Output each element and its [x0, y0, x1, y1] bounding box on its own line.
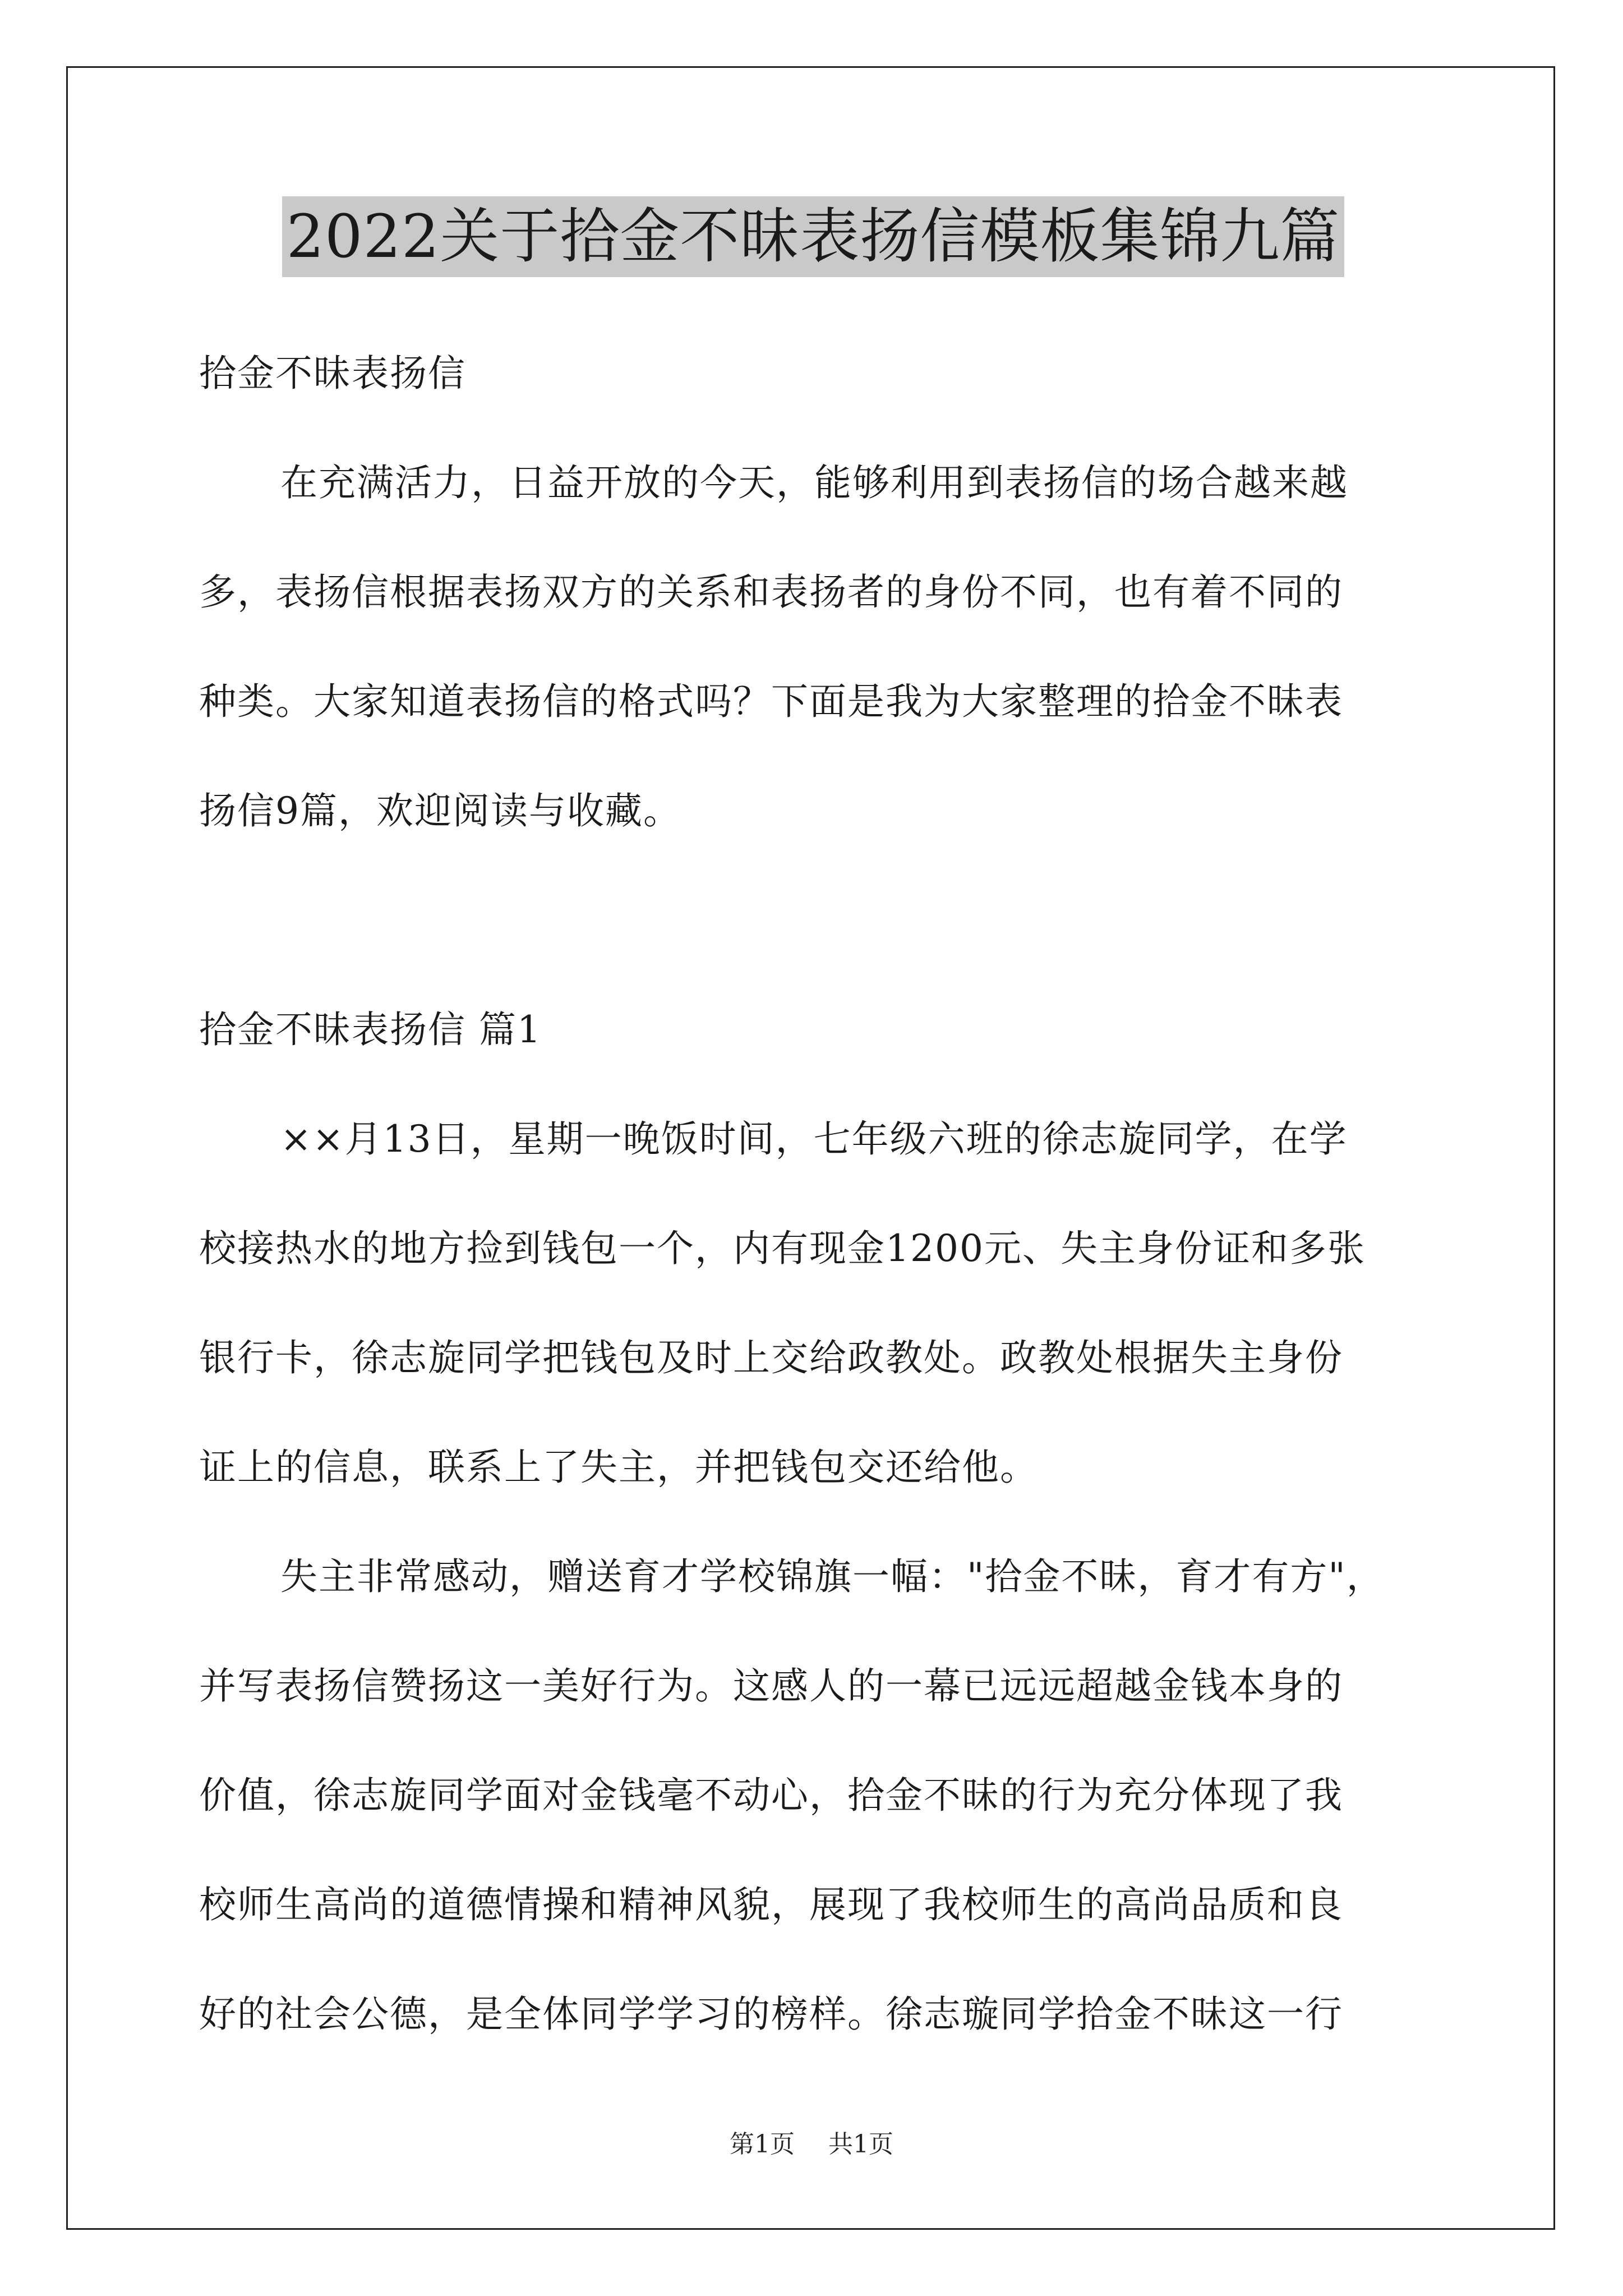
paragraph-line: ××月13日，星期一晚饭时间，七年级六班的徐志旋同学，在学	[280, 1117, 1348, 1161]
paragraph-line: 证上的信息，联系上了失主，并把钱包交还给他。	[199, 1446, 1038, 1489]
paragraph-line: 好的社会公德，是全体同学学习的榜样。徐志璇同学拾金不昧这一行	[199, 1993, 1343, 2036]
paragraph-line: 银行卡，徐志旋同学把钱包及时上交给政教处。政教处根据失主身份	[199, 1336, 1343, 1379]
title-wrap	[199, 196, 1427, 277]
paragraph-line: 种类。大家知道表扬信的格式吗？下面是我为大家整理的拾金不昧表	[199, 680, 1343, 723]
paragraph-line: 价值，徐志旋同学面对金钱毫不动心，拾金不昧的行为充分体现了我	[199, 1774, 1343, 1817]
section-heading: 拾金不昧表扬信 篇1	[199, 1008, 542, 1051]
paragraph-line: 校接热水的地方捡到钱包一个，内有现金1200元、失主身份证和多张	[199, 1227, 1366, 1270]
paragraph-line: 校师生高尚的道德情操和精神风貌，展现了我校师生的高尚品质和良	[199, 1883, 1343, 1926]
paragraph-line: 失主非常感动，赠送育才学校锦旗一幅："拾金不昧，育才有方"，	[280, 1555, 1385, 1598]
section-heading: 拾金不昧表扬信	[199, 352, 466, 395]
paragraph-line: 多，表扬信根据表扬双方的关系和表扬者的身份不同，也有着不同的	[199, 570, 1343, 614]
paragraph-line: 并写表扬信赞扬这一美好行为。这感人的一幕已远远超越金钱本身的	[199, 1664, 1343, 1708]
paragraph-line: 扬信9篇，欢迎阅读与收藏。	[199, 789, 681, 832]
page-number-current: 第1页	[730, 2130, 795, 2159]
document-title: 2022关于拾金不昧表扬信模板集锦九篇	[282, 196, 1345, 277]
page-footer	[0, 2129, 1623, 2160]
page-number-total: 共1页	[828, 2130, 893, 2159]
paragraph-line: 在充满活力，日益开放的今天，能够利用到表扬信的场合越来越	[280, 461, 1348, 504]
